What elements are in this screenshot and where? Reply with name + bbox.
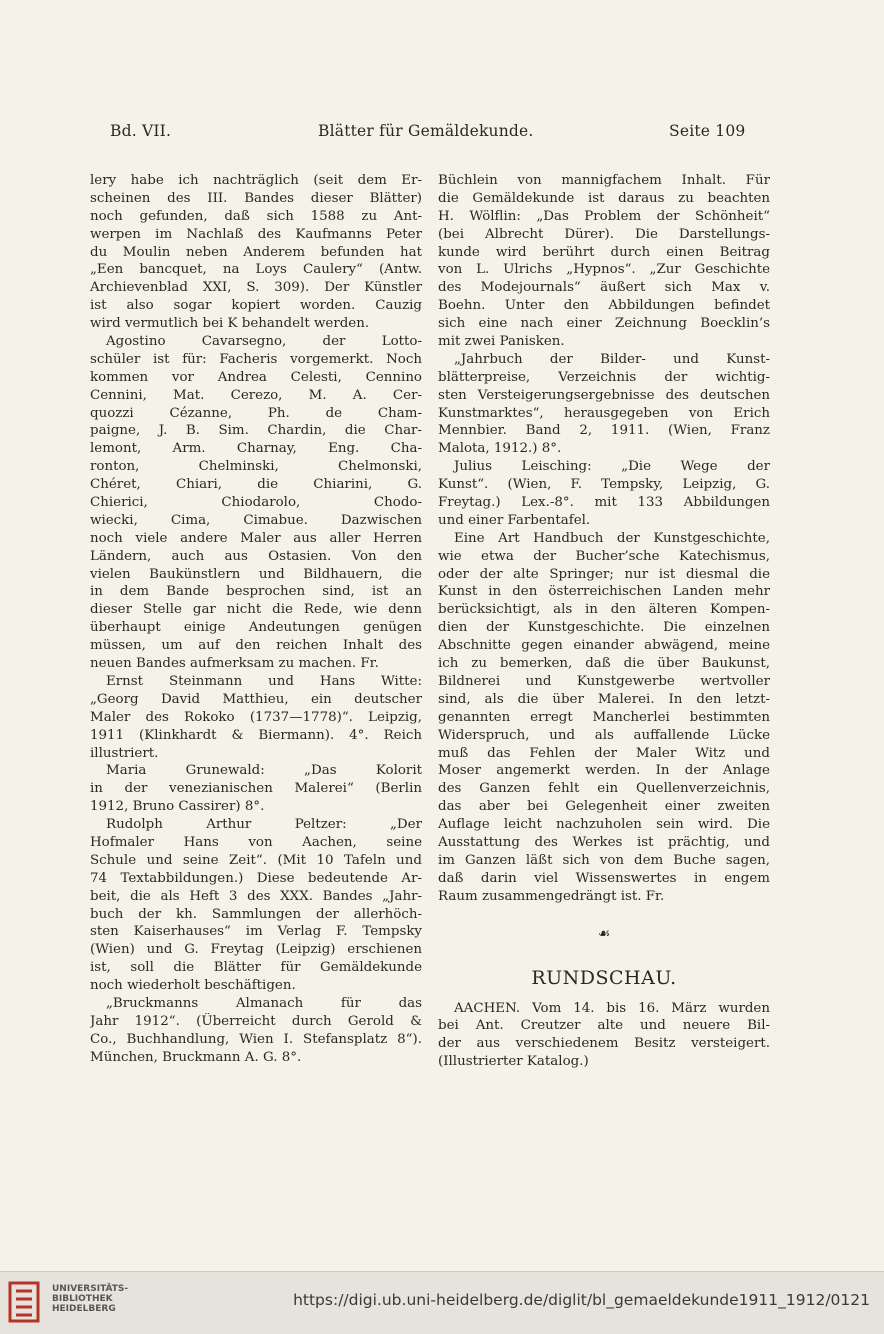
text-line: mit zwei Panisken. [438, 334, 565, 350]
text-line: Rudolph Arthur Peltzer: „Der [106, 817, 422, 833]
text-line: Maler des Rokoko (1737—1778)“. Leipzig, [90, 709, 422, 725]
text-line: Maria Grunewald: „Das Kolorit [106, 763, 422, 779]
library-name-line: BIBLIOTHEK [52, 1294, 113, 1304]
text-line: 1912, Bruno Cassirer) 8°. [90, 799, 265, 815]
text-line: Jahr 1912“. (Überreicht durch Gerold & [90, 1013, 422, 1029]
text-line: du Moulin neben Anderem befunden hat [90, 244, 422, 260]
text-line: Kunst in den österreichischen Landen mehr [438, 584, 770, 600]
text-line: oder der alte Springer; nur ist diesmal die [438, 566, 770, 582]
text-line: Archievenblad XXI, S. 309). Der Künstler [90, 280, 422, 296]
text-line: wiecki, Cima, Cimabue. Dazwischen [90, 512, 422, 528]
text-line: kommen vor Andrea Celesti, Cennino [90, 369, 422, 385]
footer-bar [0, 1271, 884, 1334]
text-line: daß darin viel Wissenswertes in engem [438, 870, 770, 886]
text-line: des Ganzen fehlt ein Quellenverzeichnis, [438, 781, 770, 797]
text-line: Moser angemerkt werden. In der Anlage [438, 763, 770, 779]
text-line: und einer Farbentafel. [438, 512, 591, 528]
text-line: kunde wird berührt durch einen Beitrag [438, 244, 770, 260]
text-line: Julius Leisching: „Die Wege der [454, 459, 770, 475]
text-line: Ländern, auch aus Ostasien. Von den [90, 548, 422, 564]
text-line: in dem Bande besprochen sind, ist an [90, 584, 422, 600]
text-line: muß das Fehlen der Maler Witz und [438, 745, 770, 761]
text-line: Hofmaler Hans von Aachen, seine [90, 834, 422, 850]
page-number: Seite 109 [669, 122, 746, 140]
text-line: Ernst Steinmann und Hans Witte: [106, 673, 422, 689]
right-text-column [438, 172, 770, 1071]
text-line: bei Ant. Creutzer alte und neuere Bil- [438, 1018, 770, 1034]
text-line: München, Bruckmann A. G. 8°. [90, 1049, 302, 1065]
text-line: quozzi Cézanne, Ph. de Cham- [90, 405, 422, 421]
text-line: Ausstattung des Werkes ist prächtig, und [438, 834, 770, 850]
text-line: beit, die als Heft 3 des XXX. Bandes „Jahr- [90, 888, 422, 904]
text-line: Widerspruch, und als auffallende Lücke [438, 727, 770, 743]
text-line: ist, soll die Blätter für Gemäldekunde [90, 960, 422, 976]
text-line: dieser Stelle gar nicht die Rede, wie denn [90, 602, 422, 618]
library-logo-icon [8, 1279, 44, 1325]
text-line: noch gefunden, daß sich 1588 zu Ant- [90, 208, 422, 224]
text-line: Schule und seine Zeit“. (Mit 10 Tafeln und [90, 852, 422, 868]
text-line: von L. Ulrichs „Hypnos“. „Zur Geschichte [438, 262, 770, 278]
section-heading: RUNDSCHAU. [531, 966, 677, 989]
text-line: Chéret, Chiari, die Chiarini, G. [90, 477, 422, 493]
text-line: Abschnitte gegen einander abwägend, meine [438, 638, 770, 654]
left-text-column [90, 172, 422, 1067]
text-line: AACHEN. Vom 14. bis 16. März wurden [454, 1000, 770, 1016]
text-line: scheinen des III. Bandes dieser Blätter) [90, 190, 422, 206]
text-line: sten Kaiserhauses“ im Verlag F. Tempsky [90, 924, 422, 940]
text-line: neuen Bandes aufmerksam zu machen. Fr. [90, 656, 379, 672]
text-line: wird vermutlich bei K behandelt werden. [90, 316, 370, 332]
text-line: dien der Kunstgeschichte. Die einzelnen [438, 620, 770, 636]
text-line: Malota, 1912.) 8°. [438, 441, 562, 457]
text-line: sten Versteigerungsergebnisse des deutschen [438, 387, 770, 403]
library-name [52, 1284, 128, 1314]
text-line: genannten erregt Mancherlei bestimmten [438, 709, 770, 725]
text-line: Chierici, Chiodarolo, Chodo- [90, 495, 422, 511]
text-line: buch der kh. Sammlungen der allerhöch- [90, 906, 422, 922]
text-line: ist also sogar kopiert worden. Cauzig [90, 298, 422, 314]
text-line: Raum zusammengedrängt ist. Fr. [438, 888, 665, 904]
text-line: überhaupt einige Andeutungen genügen [90, 620, 422, 636]
text-line: in der venezianischen Malerei“ (Berlin [90, 781, 422, 797]
rundschau-body [438, 1000, 770, 1072]
text-line: noch viele andere Maler aus aller Herren [90, 530, 422, 546]
text-line: schüler ist für: Facheris vorgemerkt. Noch [90, 351, 422, 367]
text-line: Agostino Cavarsegno, der Lotto- [106, 334, 422, 350]
text-line: Cennini, Mat. Cerezo, M. A. Cer- [90, 387, 422, 403]
text-line: paigne, J. B. Sim. Chardin, die Char- [90, 423, 422, 439]
text-line: des Modejournals“ äußert sich Max v. [438, 280, 770, 296]
text-line: blätterpreise, Verzeichnis der wichtig- [438, 369, 770, 385]
text-line: sind, als die über Malerei. In den letzt- [438, 691, 770, 707]
text-line: (Illustrierter Katalog.) [438, 1054, 589, 1070]
text-line: das aber bei Gelegenheit einer zweiten [438, 799, 770, 815]
text-line: lery habe ich nachträglich (seit dem Er- [90, 173, 422, 188]
text-line: (Wien) und G. Freytag (Leipzig) erschienen [90, 942, 422, 958]
text-line: „Bruckmanns Almanach für das [106, 995, 422, 1011]
text-line: illustriert. [90, 745, 159, 761]
text-line: die Gemäldekunde ist daraus zu beachten [438, 190, 770, 206]
text-line: Freytag.) Lex.-8°. mit 133 Abbildungen [438, 495, 770, 511]
text-line: wie etwa der Bucher’sche Katechismus, [438, 548, 770, 564]
text-line: 74 Textabbildungen.) Diese bedeutende Ar- [90, 870, 422, 886]
text-line: Bildnerei und Kunstgewerbe wertvoller [438, 673, 770, 689]
text-line: 1911 (Klinkhardt & Biermann). 4°. Reich [90, 727, 422, 743]
text-line: „Jahrbuch der Bilder- und Kunst- [454, 351, 770, 367]
text-line: müssen, um auf den reichen Inhalt des [90, 638, 422, 654]
text-line: Büchlein von mannigfachem Inhalt. Für [438, 173, 770, 188]
text-line: Eine Art Handbuch der Kunstgeschichte, [454, 530, 770, 546]
ornament-glyph: ☙ [597, 925, 611, 942]
text-line: vielen Baukünstlern und Bildhauern, die [90, 566, 422, 582]
text-line: Co., Buchhandlung, Wien I. Stefansplatz 8“). [90, 1031, 422, 1047]
library-name-line: HEIDELBERG [52, 1304, 116, 1314]
text-line: ronton, Chelminski, Chelmonski, [90, 459, 422, 475]
text-line: werpen im Nachlaß des Kaufmanns Peter [90, 226, 422, 242]
text-line: sich eine nach einer Zeichnung Boecklin’s [438, 316, 770, 332]
text-line: Kunstmarktes“, herausgegeben von Erich [438, 405, 770, 421]
right-column-body [438, 172, 770, 906]
text-line: Kunst“. (Wien, F. Tempsky, Leipzig, G. [438, 477, 770, 493]
text-line: (bei Albrecht Dürer). Die Darstellungs- [438, 226, 770, 242]
text-line: Auflage leicht nachzuholen sein wird. Die [438, 817, 770, 833]
text-line: Boehn. Unter den Abbildungen befindet [438, 298, 770, 314]
text-line: im Ganzen läßt sich von dem Buche sagen, [438, 852, 770, 868]
text-line: Mennbier. Band 2, 1911. (Wien, Franz [438, 423, 770, 439]
library-name-line: UNIVERSITÄTS- [52, 1284, 129, 1294]
text-line: H. Wölflin: „Das Problem der Schönheit“ [438, 208, 770, 224]
text-line: noch wiederholt beschäftigen. [90, 978, 296, 994]
text-line: „Een bancquet, na Loys Caulery“ (Antw. [90, 262, 422, 278]
permalink-url[interactable]: https://digi.ub.uni-heidelberg.de/diglit/bl_gemaeldekunde1911_1912/0121 [293, 1291, 870, 1309]
journal-title: Blätter für Gemäldekunde. [318, 122, 534, 140]
text-line: ich zu bemerken, daß die über Baukunst, [438, 656, 770, 672]
text-line: „Georg David Matthieu, ein deutscher [90, 691, 422, 707]
text-line: berücksichtigt, als in den älteren Kompen- [438, 602, 770, 618]
volume-label: Bd. VII. [110, 122, 172, 140]
text-line: der aus verschiedenem Besitz versteigert. [438, 1036, 770, 1052]
text-line: lemont, Arm. Charnay, Eng. Cha- [90, 441, 422, 457]
